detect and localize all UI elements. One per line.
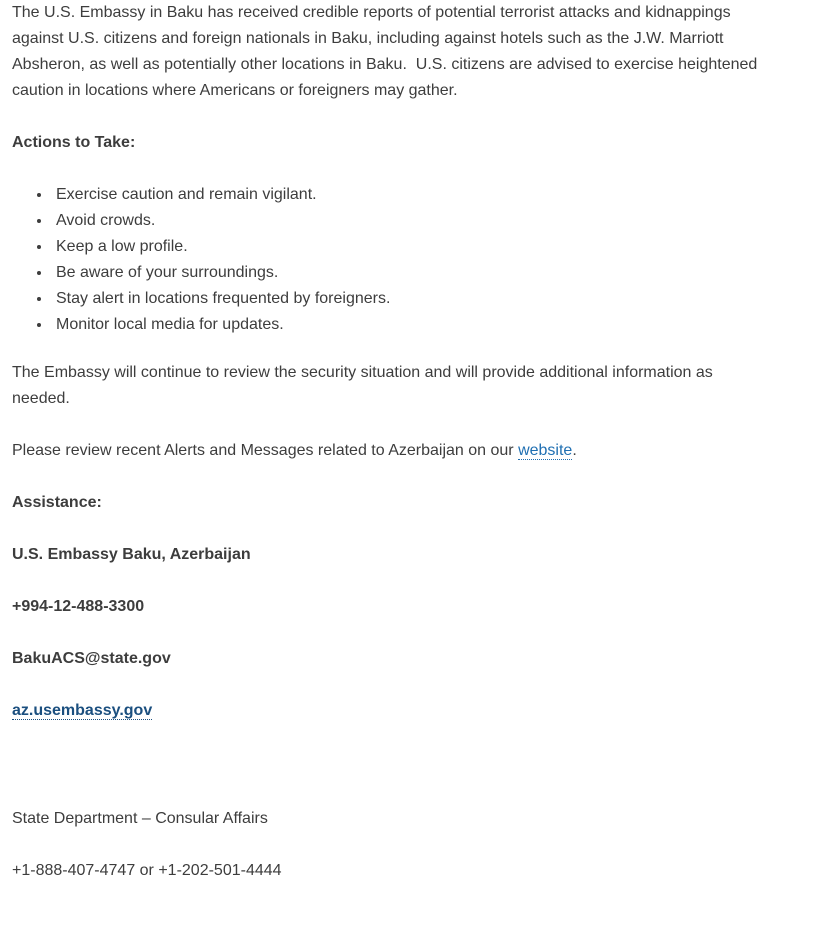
- review-text-prefix: Please review recent Alerts and Messages related to Azerbaijan on our: [12, 442, 519, 459]
- website-link[interactable]: website: [518, 442, 573, 459]
- intro-paragraph: The U.S. Embassy in Baku has received credible reports of potential terrorist attacks and kidnappings against U.S. citizens and foreign nationals in Baku, including against hotels such as the J.W. Marriott Absheron, as well as potentially other locations in Baku. U.S. citizens are advised to exercise heightened caution in locations where Americans or foreigners may gather.: [12, 4, 762, 99]
- embassy-email: BakuACS@state.gov: [12, 650, 171, 667]
- spacer: [12, 750, 763, 806]
- embassy-website-link[interactable]: az.usembassy.gov: [12, 702, 153, 719]
- embassy-name: U.S. Embassy Baku, Azerbaijan: [12, 546, 251, 563]
- actions-heading: Actions to Take:: [12, 134, 136, 151]
- embassy-note-paragraph: The Embassy will continue to review the security situation and will provide additional information as needed.: [12, 364, 713, 407]
- consular-phones-line: +1-888-407-4747 or +1-202-501-4444: [12, 862, 282, 879]
- review-text-suffix: .: [572, 442, 577, 459]
- assistance-heading: Assistance:: [12, 494, 102, 511]
- list-item: • Be aware of your surroundings.: [52, 260, 763, 286]
- actions-list: [12, 182, 763, 338]
- review-paragraph: [12, 438, 763, 464]
- list-item: • Exercise caution and remain vigilant.: [52, 182, 763, 208]
- embassy-phone: +994-12-488-3300: [12, 598, 145, 615]
- state-department-line: State Department – Consular Affairs: [12, 810, 268, 827]
- list-item: • Stay alert in locations frequented by foreigners.: [52, 286, 763, 312]
- list-item: • Monitor local media for updates.: [52, 312, 763, 338]
- embassy-website-paragraph: [12, 698, 763, 724]
- list-item: • Avoid crowds.: [52, 208, 763, 234]
- list-item: • Keep a low profile.: [52, 234, 763, 260]
